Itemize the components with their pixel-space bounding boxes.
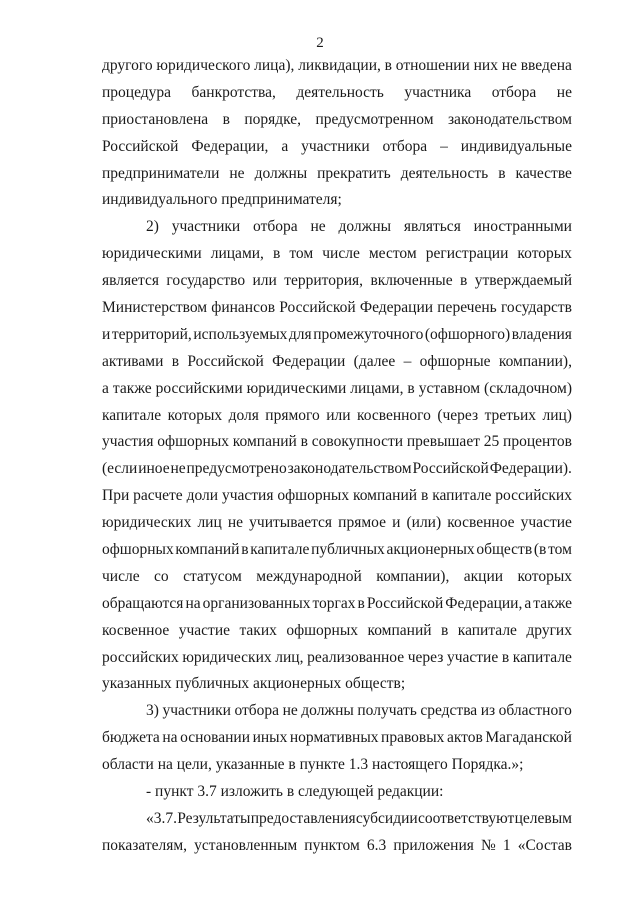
- word: таких: [239, 621, 277, 639]
- word: которых: [517, 245, 572, 263]
- word: отношении: [395, 57, 470, 74]
- word: в: [498, 164, 506, 182]
- word: промежуточного: [313, 325, 424, 343]
- word: в: [460, 272, 468, 290]
- word: или: [326, 406, 351, 424]
- word: прямого: [265, 406, 320, 424]
- word: доля: [228, 406, 259, 424]
- word: 6.3: [366, 836, 387, 854]
- word: прекратить: [317, 164, 391, 182]
- word: процентов: [503, 433, 572, 451]
- word: совокупности: [311, 433, 404, 451]
- word: или: [252, 272, 277, 290]
- word: компании),: [498, 352, 572, 370]
- word: Магаданской: [485, 729, 572, 747]
- word: порядке,: [244, 110, 302, 128]
- word: целевым: [514, 809, 572, 827]
- word: лицами,: [350, 379, 404, 397]
- text-line: [102, 161, 572, 188]
- word: 1: [502, 836, 511, 854]
- word: других: [526, 621, 572, 639]
- word: компаний: [367, 621, 432, 639]
- word: должны: [301, 702, 354, 720]
- word: Российской: [102, 137, 179, 155]
- word: средства: [420, 702, 478, 720]
- word: косвенное: [447, 514, 515, 532]
- word: участники: [301, 137, 370, 155]
- word: является: [102, 272, 159, 290]
- word: лицами,: [210, 245, 264, 263]
- word: статусом: [183, 567, 242, 585]
- word: местом: [368, 245, 417, 263]
- word: юридических: [102, 514, 192, 532]
- word: предусмотренном: [315, 110, 434, 128]
- word: учитывается: [249, 514, 333, 532]
- word: не: [501, 57, 517, 74]
- word: перечень: [437, 299, 497, 317]
- word: приложения: [393, 836, 474, 854]
- word: «Состав: [517, 836, 572, 854]
- word: уставном: [418, 379, 481, 397]
- document-body: [102, 53, 572, 860]
- word: в: [357, 594, 365, 612]
- word: российских: [495, 487, 572, 505]
- word: (офшорного): [424, 325, 511, 343]
- word: используемых: [193, 325, 288, 343]
- word: субсидии: [355, 809, 418, 827]
- text-line: - пункт 3.7 изложить в следующей редакции:: [146, 783, 444, 801]
- text-line: [102, 376, 572, 403]
- word: государство: [166, 272, 246, 290]
- word: не: [170, 460, 186, 478]
- word: основании: [180, 729, 251, 747]
- word: законодательством: [287, 460, 412, 478]
- word: юридических: [182, 648, 272, 666]
- word: не: [227, 514, 244, 532]
- word: Федерации,: [445, 594, 523, 612]
- text-line: [102, 564, 572, 591]
- word: которых: [167, 406, 223, 424]
- word: лиц): [542, 406, 572, 424]
- text-line: [102, 53, 572, 80]
- text-line: [102, 483, 572, 510]
- text-line: [102, 645, 572, 672]
- word: территория,: [284, 272, 364, 290]
- word: на: [162, 729, 178, 747]
- text-line: [102, 322, 572, 349]
- word: показателям,: [102, 836, 188, 854]
- word: –: [440, 137, 448, 155]
- word: также: [533, 594, 572, 612]
- word: также: [112, 379, 152, 397]
- word: 2): [146, 218, 159, 236]
- word: в: [407, 379, 415, 397]
- text-line: [102, 134, 572, 161]
- word: (через: [437, 406, 479, 424]
- word: индивидуальные: [460, 137, 572, 155]
- word: реализованное: [307, 648, 405, 666]
- word: участие: [446, 648, 499, 666]
- word: актов: [446, 729, 483, 747]
- word: Федерации: [359, 299, 434, 317]
- word: а: [281, 137, 289, 155]
- text-line: [102, 456, 572, 483]
- word: международной: [256, 567, 362, 585]
- word: офшорных: [157, 433, 229, 451]
- word: «3.7.: [146, 809, 177, 827]
- word: введена: [520, 57, 572, 74]
- word: капитале: [512, 648, 572, 666]
- text-line: [102, 429, 572, 456]
- word: являться: [403, 218, 461, 236]
- word: предприниматели: [102, 164, 220, 182]
- word: активами: [102, 352, 164, 370]
- word: не: [282, 702, 298, 720]
- word: Федерации,: [191, 137, 269, 155]
- word: Федерации: [272, 352, 346, 370]
- text-line: [102, 591, 572, 618]
- word: том: [548, 541, 572, 559]
- word: установленным: [194, 836, 298, 854]
- word: числе: [322, 245, 360, 263]
- word: участие: [520, 514, 572, 532]
- word: должны: [254, 164, 308, 182]
- word: компаний: [175, 541, 240, 559]
- text-line: индивидуального предпринимателя;: [102, 191, 342, 209]
- word: утверждаемый: [474, 272, 572, 290]
- word: (далее: [353, 352, 396, 370]
- word: компаний: [352, 487, 418, 505]
- word: лиц,: [275, 648, 304, 666]
- word: российских: [102, 648, 179, 666]
- word: в: [384, 57, 392, 74]
- word: в: [171, 352, 180, 370]
- text-line: [102, 725, 572, 752]
- word: которых: [517, 567, 572, 585]
- word: обращаются: [102, 594, 184, 612]
- word: областного: [498, 702, 572, 720]
- word: 25: [483, 433, 500, 451]
- word: Результаты: [177, 809, 251, 827]
- word: них: [473, 57, 498, 74]
- word: не: [310, 218, 326, 236]
- word: законодательством: [447, 110, 572, 128]
- word: акции: [463, 567, 504, 585]
- word: капитале: [250, 541, 310, 559]
- word: Российской: [366, 594, 444, 612]
- word: отбора: [491, 83, 537, 101]
- word: не: [556, 83, 572, 101]
- word: участники: [171, 218, 241, 236]
- word: (в: [533, 541, 547, 559]
- word: деятельность: [400, 164, 489, 182]
- word: в: [501, 648, 510, 666]
- word: иное: [138, 460, 170, 478]
- word: отбора: [234, 702, 280, 720]
- word: участники: [162, 702, 231, 720]
- word: офшорных: [102, 541, 174, 559]
- word: числе: [102, 567, 140, 585]
- word: процедура: [102, 83, 172, 101]
- text-line: области на цели, указанные в пункте 1.3 настоящего Порядка.»;: [102, 756, 524, 774]
- word: доли: [186, 487, 219, 505]
- word: (если: [102, 460, 138, 478]
- word: капитале: [457, 621, 517, 639]
- word: нормативных: [289, 729, 379, 747]
- word: капитале: [432, 487, 492, 505]
- word: обществ: [476, 541, 533, 559]
- word: пунктом: [304, 836, 360, 854]
- text-line: [102, 349, 572, 376]
- word: косвенное: [102, 621, 170, 639]
- word: территорий,: [111, 325, 192, 343]
- word: 3): [146, 702, 159, 720]
- text-line: [102, 295, 572, 322]
- word: иных: [252, 729, 288, 747]
- word: компаний: [232, 433, 297, 451]
- text-line: указанных публичных акционерных обществ;: [102, 675, 406, 693]
- text-line: [102, 80, 572, 107]
- text-line: [102, 698, 572, 725]
- word: регистрации: [425, 245, 509, 263]
- word: в: [441, 621, 449, 639]
- word: деятельность: [296, 83, 384, 101]
- word: юридического: [156, 57, 251, 74]
- word: в: [241, 541, 249, 559]
- word: а: [102, 379, 109, 397]
- word: офшорные: [419, 352, 491, 370]
- word: организованных: [202, 594, 311, 612]
- text-line: [102, 618, 572, 645]
- word: Министерством: [102, 299, 208, 317]
- word: косвенного: [356, 406, 431, 424]
- text-line: [102, 537, 572, 564]
- text-line: [102, 107, 572, 134]
- word: участника: [404, 83, 472, 101]
- word: через: [407, 648, 444, 666]
- word: офшорных: [277, 487, 350, 505]
- word: участия: [102, 433, 154, 451]
- word: приостановлена: [102, 110, 209, 128]
- page-number: 2: [316, 35, 324, 51]
- word: со: [154, 567, 169, 585]
- word: иностранными: [473, 218, 572, 236]
- word: лиц: [197, 514, 222, 532]
- word: лица),: [254, 57, 295, 74]
- word: из: [480, 702, 496, 720]
- word: Российской: [187, 352, 264, 370]
- word: компании),: [376, 567, 450, 585]
- word: в: [300, 433, 308, 451]
- word: соответствуют: [417, 809, 515, 827]
- word: предоставления: [250, 809, 356, 827]
- word: офшорных: [286, 621, 359, 639]
- word: том: [289, 245, 314, 263]
- word: в: [222, 110, 230, 128]
- word: отбора: [253, 218, 298, 236]
- word: публичных: [311, 541, 385, 559]
- word: другого: [102, 57, 153, 74]
- text-line: [102, 510, 572, 537]
- word: юридическими: [102, 245, 202, 263]
- word: государств: [500, 299, 572, 317]
- text-line: [102, 403, 572, 430]
- word: должны: [338, 218, 392, 236]
- word: расчете: [133, 487, 183, 505]
- word: Российской: [279, 299, 356, 317]
- word: для: [288, 325, 312, 343]
- word: качестве: [515, 164, 572, 182]
- word: предусмотрено: [186, 460, 287, 478]
- word: в: [272, 245, 281, 263]
- word: –: [403, 352, 412, 370]
- word: включенные: [370, 272, 453, 290]
- word: прямое: [338, 514, 386, 532]
- word: капитале: [102, 406, 162, 424]
- word: получать: [357, 702, 417, 720]
- word: владения: [511, 325, 572, 343]
- word: третьих: [484, 406, 537, 424]
- word: отбора: [382, 137, 428, 155]
- word: в: [420, 487, 429, 505]
- word: а: [524, 594, 532, 612]
- text-line: [102, 268, 572, 295]
- word: и: [392, 514, 401, 532]
- word: российскими: [155, 379, 243, 397]
- text-line: [102, 806, 572, 833]
- text-line: [102, 241, 572, 268]
- word: участие: [178, 621, 230, 639]
- word: ликвидации,: [298, 57, 381, 74]
- text-line: [102, 214, 572, 241]
- word: не: [229, 164, 245, 182]
- word: (или): [406, 514, 442, 532]
- word: участия: [221, 487, 274, 505]
- word: (складочном): [484, 379, 572, 397]
- word: №: [480, 836, 496, 854]
- word: и: [102, 325, 111, 343]
- word: правовых: [381, 729, 445, 747]
- word: превышает: [406, 433, 480, 451]
- word: на: [185, 594, 201, 612]
- word: акционерных: [386, 541, 475, 559]
- word: финансов: [211, 299, 276, 317]
- word: бюджета: [102, 729, 160, 747]
- word: Федерации).: [489, 460, 572, 478]
- text-line: [102, 833, 572, 860]
- word: банкротства,: [191, 83, 276, 101]
- word: юридическими: [246, 379, 347, 397]
- word: При: [102, 487, 130, 505]
- word: торгах: [312, 594, 356, 612]
- word: Российской: [412, 460, 489, 478]
